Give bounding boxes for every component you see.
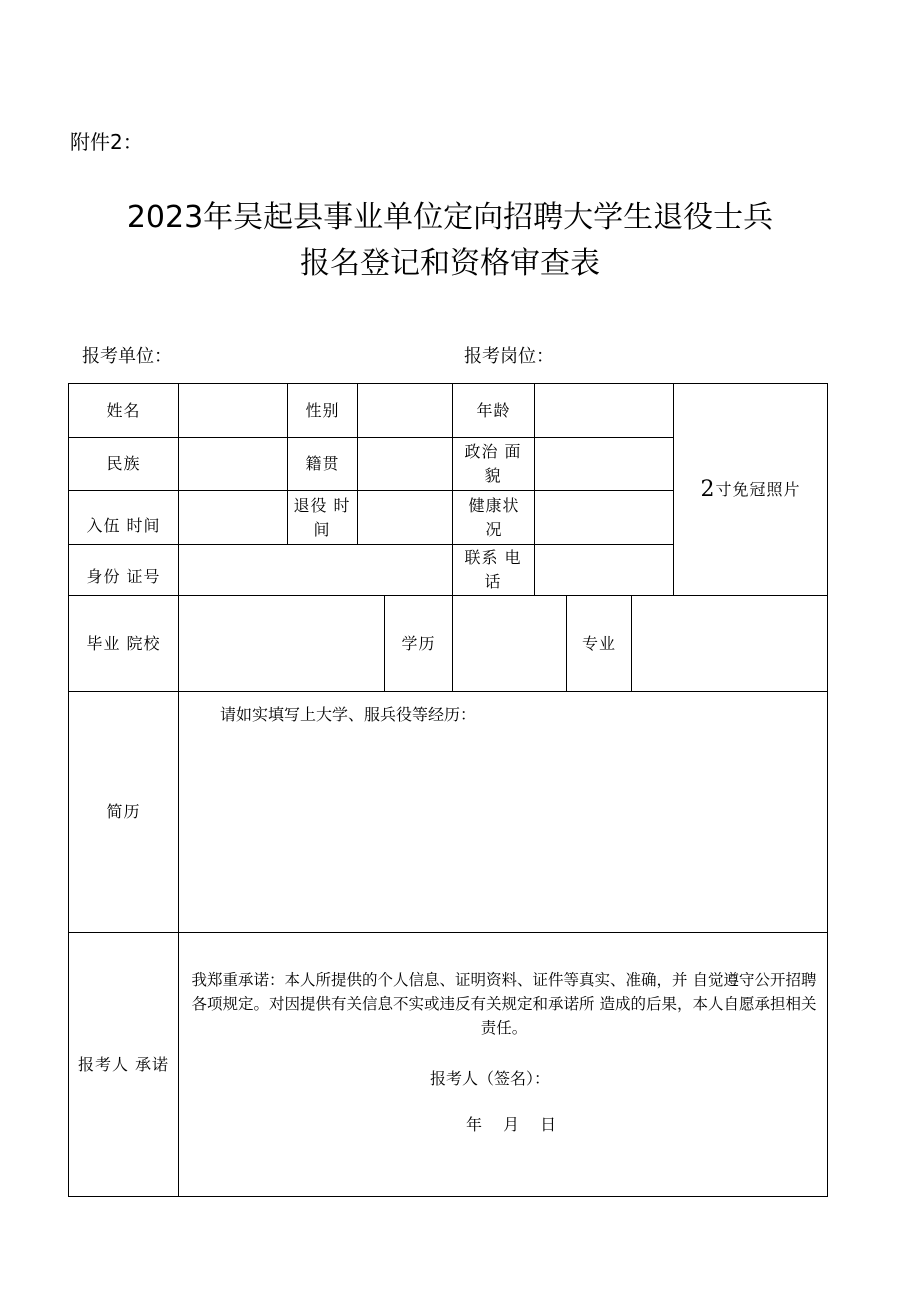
id-number-field[interactable] — [179, 545, 452, 595]
native-place-label: 籍贯 — [305, 454, 340, 473]
photo-size: 2 — [700, 476, 716, 502]
education-label: 学历 — [401, 633, 436, 653]
phone-field[interactable] — [535, 545, 673, 595]
signer-label[interactable]: 报考人（签名）： — [430, 1069, 551, 1088]
major-label: 专业 — [581, 633, 616, 653]
education-field[interactable] — [453, 596, 566, 691]
political-status-field[interactable] — [535, 438, 673, 490]
school-label: 毕业 院校 — [86, 633, 161, 653]
date-label[interactable]: 年 月 日 — [466, 1115, 565, 1134]
ethnicity-field[interactable] — [179, 438, 287, 490]
age-field[interactable] — [535, 384, 673, 437]
resume-label: 简历 — [106, 802, 141, 821]
health-label: 健康状况 — [468, 495, 520, 539]
health-field[interactable] — [535, 491, 673, 544]
enlist-time-label: 入伍 时间 — [86, 516, 161, 535]
discharge-time-field[interactable] — [358, 491, 452, 544]
attachment-label: 附件2： — [70, 130, 143, 154]
discharge-time-label: 退役 时间 — [293, 495, 351, 539]
political-status-label: 政治 面貌 — [464, 442, 522, 485]
name-label: 姓名 — [106, 400, 141, 420]
apply-unit-label: 报考单位： — [82, 346, 172, 367]
gender-field[interactable] — [358, 384, 452, 437]
pledge-label: 报考人 承诺 — [77, 1054, 170, 1074]
photo-label: 寸免冠照片 — [715, 479, 801, 499]
native-place-field[interactable] — [358, 438, 452, 490]
form-title-line1: 2023年吴起县事业单位定向招聘大学生退役士兵 — [126, 200, 774, 235]
resume-field[interactable] — [179, 692, 827, 932]
resume-hint: 请如实填写上大学、服兵役等经历： — [220, 705, 477, 724]
school-field[interactable] — [179, 596, 384, 691]
photo-placeholder[interactable] — [674, 384, 827, 595]
major-field[interactable] — [632, 596, 827, 691]
pledge-text: 我郑重承诺：本人所提供的个人信息、证明资料、证件等真实、准确，并 自觉遵守公开招聘各项规定。对因提供有关信息不实或违反有关规定和承诺所 造成的后果，本人自愿承担相关责任。 — [191, 971, 817, 1037]
ethnicity-label: 民族 — [106, 454, 141, 473]
apply-post-label: 报考岗位： — [464, 346, 554, 367]
phone-label: 联系 电话 — [464, 548, 522, 591]
gender-label: 性别 — [305, 400, 340, 420]
form-title-line2: 报名登记和资格审查表 — [300, 246, 600, 281]
age-label: 年龄 — [476, 400, 511, 420]
name-field[interactable] — [179, 384, 287, 437]
enlist-time-field[interactable] — [179, 491, 287, 544]
id-number-label: 身份 证号 — [86, 567, 161, 586]
